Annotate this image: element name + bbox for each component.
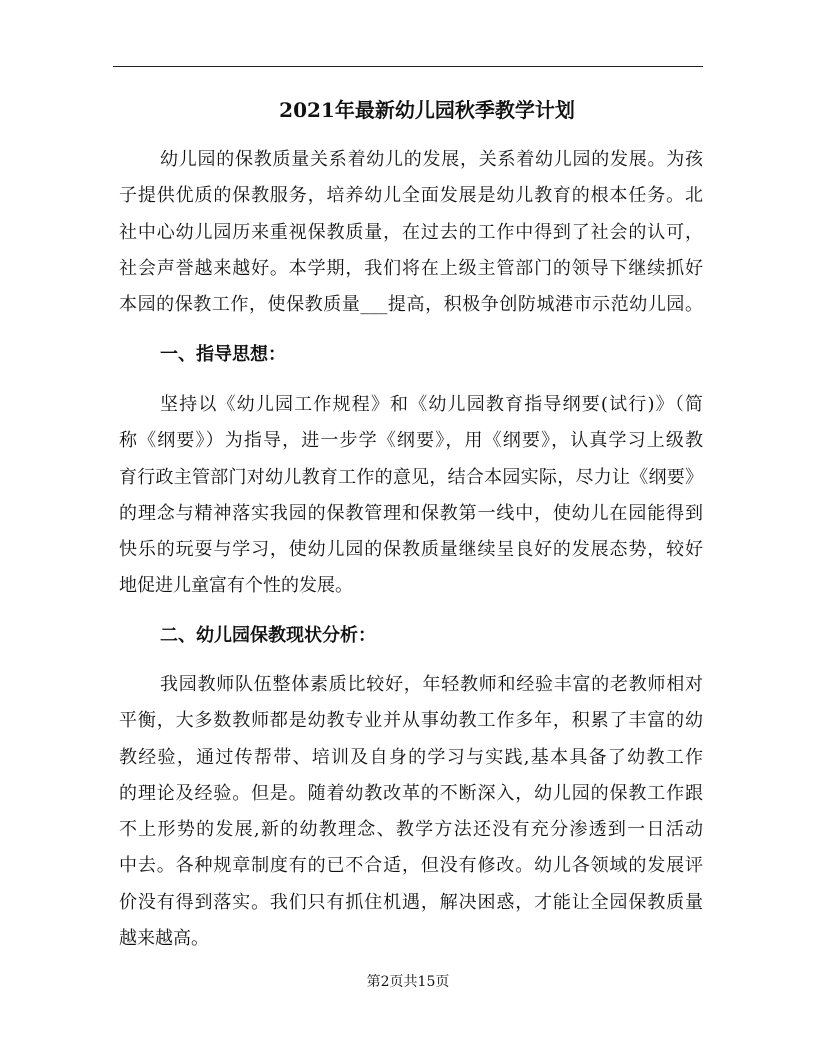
text-line: 平衡，大多数教师都是幼教专业并从事幼教工作多年，积累了丰富的幼 bbox=[119, 710, 703, 732]
text-line: 快乐的玩耍与学习，使幼儿园的保教质量继续呈良好的发展态势，较好 bbox=[119, 539, 703, 560]
section-heading-guiding-thought: 一、指导思想： bbox=[160, 344, 286, 365]
text-line: 我园教师队伍整体素质比较好，年轻教师和经验丰富的老教师相对 bbox=[160, 674, 703, 695]
text-line: 不上形势的发展,新的幼教理念、教学方法还没有充分渗透到一日活动 bbox=[119, 819, 703, 840]
text-line: 子提供优质的保教服务，培养幼儿全面发展是幼儿教育的根本任务。北 bbox=[119, 185, 703, 207]
text-line: 价没有得到落实。我们只有抓住机遇，解决困惑，才能让全园保教质量 bbox=[119, 891, 703, 913]
text-line: 地促进儿童富有个性的发展。 bbox=[119, 575, 353, 597]
text-line: 幼儿园的保教质量关系着幼儿的发展，关系着幼儿园的发展。为孩 bbox=[160, 149, 703, 170]
text-line: 的理念与精神落实我园的保教管理和保教第一线中，使幼儿在园能得到 bbox=[119, 502, 703, 524]
page-number-footer: 第2页共15页 bbox=[366, 974, 450, 990]
text-line: 越来越高。 bbox=[119, 927, 209, 949]
text-line: 教经验，通过传帮带、培训及自身的学习与实践,基本具备了幼教工作 bbox=[119, 746, 703, 768]
section-paragraph-guiding-thought bbox=[119, 387, 703, 605]
text-line: 称《纲要》）为指导，进一步学《纲要》，用《纲要》，认真学习上级教 bbox=[119, 430, 703, 452]
text-line: 中去。各种规章制度有的已不合适，但没有修改。幼儿各领域的发展评 bbox=[119, 855, 703, 877]
text-line: 本园的保教工作，使保教质量___提高，积极争创防城港市示范幼儿园。 bbox=[119, 294, 703, 315]
header-rule bbox=[113, 66, 703, 67]
section-paragraph-status-analysis bbox=[119, 667, 703, 957]
text-line: 坚持以《幼儿园工作规程》和《幼儿园教育指导纲要(试行)》（简 bbox=[160, 394, 703, 415]
document-title: 2021年最新幼儿园秋季教学计划 bbox=[279, 98, 575, 122]
text-line: 的理论及经验。但是。随着幼教改革的不断深入，幼儿园的保教工作跟 bbox=[119, 782, 703, 804]
text-line: 育行政主管部门对幼儿教育工作的意见，结合本园实际，尽力让《纲要》 bbox=[119, 466, 703, 488]
intro-paragraph bbox=[119, 142, 703, 323]
text-line: 社中心幼儿园历来重视保教质量，在过去的工作中得到了社会的认可， bbox=[119, 221, 703, 243]
section-heading-status-analysis: 二、幼儿园保教现状分析： bbox=[160, 625, 376, 646]
text-line: 社会声誉越来越好。本学期，我们将在上级主管部门的领导下继续抓好 bbox=[119, 257, 703, 279]
